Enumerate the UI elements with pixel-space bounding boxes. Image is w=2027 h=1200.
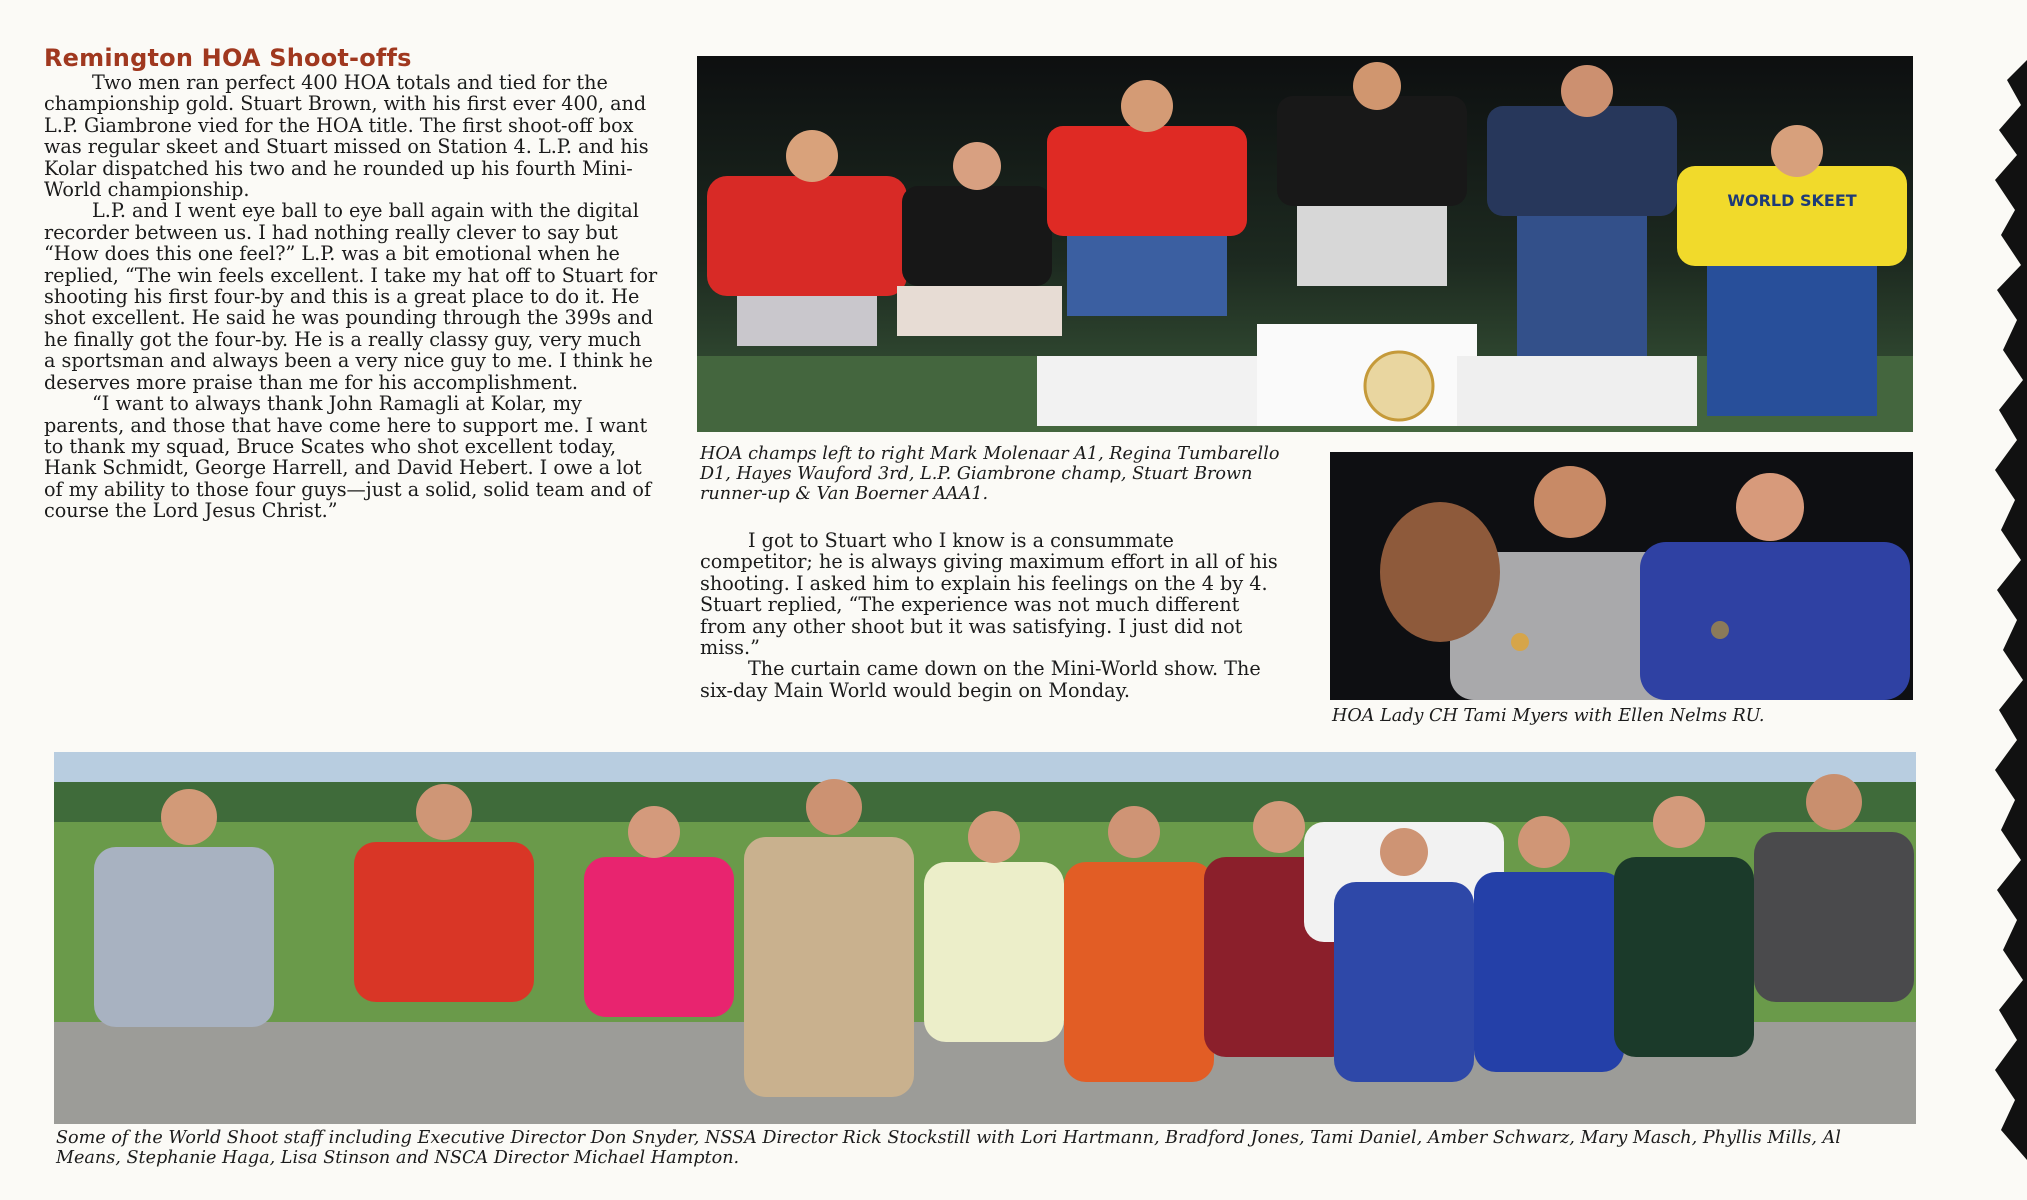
article-paragraph: Two men ran perfect 400 HOA totals and tied for the championship gold. Stuart Brown, with his first ever 400, and L.P. Giambrone vied for the HOA title. The first shoot-off box was regular skeet and Stuart missed on Station 4. L.P. and his Kolar dispatched his two and he rounded up his fourth Mini-World championship. — [44, 71, 649, 202]
podium-caption: HOA champs left to right Mark Molenaar A1, Regina Tumbarello D1, Hayes Wauford 3rd, L.P. Giambrone champ, Stuart Brown runner-up & Van Boerner AAA1. — [700, 444, 1280, 504]
torn-page-edge — [1987, 60, 2027, 1160]
podium-photo — [697, 56, 1913, 432]
article-paragraph: “I want to always thank John Ramagli at Kolar, my parents, and those that have come here to support me. I want to thank my squad, Bruce Scates who shot excellent today, Hank Schmidt, George Harrell, and David Hebert. I owe a lot of my ability to those four guys—just a solid, solid team and of course the Lord Jesus Christ.” — [44, 392, 652, 523]
article-column-left — [44, 72, 658, 522]
staff-photo — [54, 752, 1916, 1124]
ladies-caption: HOA Lady CH Tami Myers with Ellen Nelms RU. — [1332, 706, 1765, 726]
article-column-mid — [700, 530, 1280, 701]
article-paragraph: I got to Stuart who I know is a consummate competitor; he is always giving maximum effort in all of his shooting. I asked him to explain his feelings on the 4 by 4. Stuart replied, “The experience was not much different from any other shoot but it was satisfying. I just did not miss.” — [700, 529, 1278, 660]
article-headline: Remington HOA Shoot-offs — [44, 44, 412, 72]
yellow-shirt-text: WORLD SKEET — [1727, 191, 1857, 210]
article-paragraph: The curtain came down on the Mini-World show. The six-day Main World would begin on Monday. — [700, 657, 1261, 702]
ladies-photo — [1330, 452, 1913, 700]
article-paragraph: L.P. and I went eye ball to eye ball again with the digital recorder between us. I had nothing really clever to say but “How does this one feel?” L.P. was a bit emotional when he replied, “The win feels excellent. I take my hat off to Stuart for shooting his first four-by and this is a great place to do it. He shot excellent. He said he was pounding through the 399s and he finally got the four-by. He is a really classy guy, very much a sportsman and always been a very nice guy to me. I think he deserves more praise than me for his accomplishment. — [44, 199, 658, 394]
staff-caption: Some of the World Shoot staff including Executive Director Don Snyder, NSSA Director Rick Stockstill with Lori Hartmann, Bradford Jones, Tami Daniel, Amber Schwarz, Mary Masch, Phyllis Mills, Al Means, Stephanie Haga, Lisa Stinson and NSCA Director Michael Hampton. — [56, 1128, 1841, 1168]
